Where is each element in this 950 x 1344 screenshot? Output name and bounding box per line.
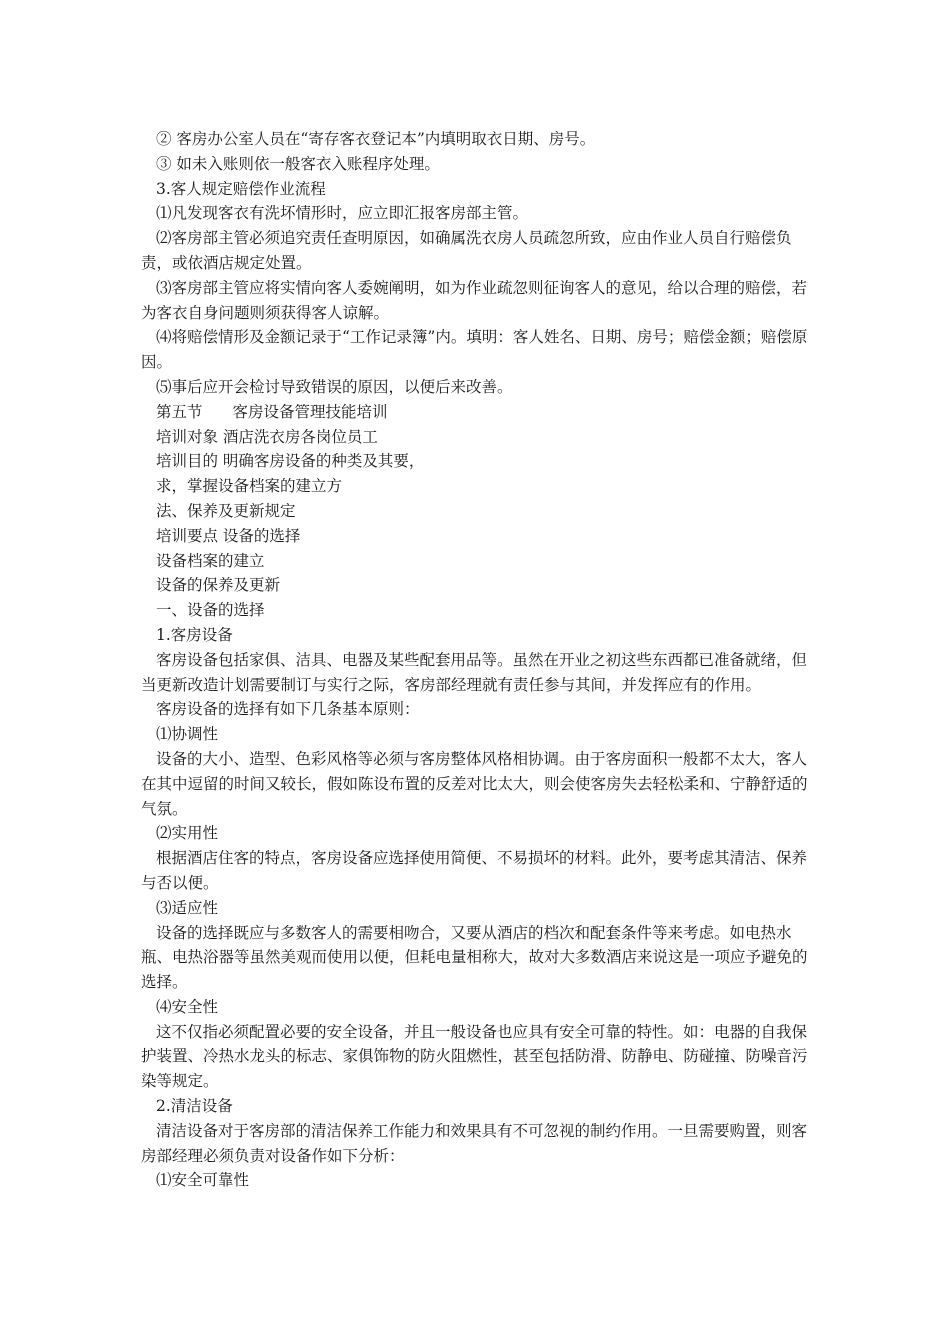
- paragraph: ⑴凡发现客衣有洗坏情形时，应立即汇报客房部主管。: [156, 204, 529, 223]
- paragraph: 法、保养及更新规定: [156, 501, 296, 520]
- section-heading: 3.客人规定赔偿作业流程: [156, 179, 326, 198]
- paragraph: 设备的大小、造型、色彩风格等必须与客房整体风格相协调。由于客房面积一般都不太大，客人在其中逗留的时间又较长，假如陈设布置的反差对比太大，则会使客房失去轻松柔和、宁静舒适的气氛。: [141, 749, 808, 818]
- paragraph: ③ 如未入账则依一般客衣入账程序处理。: [156, 154, 440, 173]
- list-heading: ⑵实用性: [156, 824, 219, 843]
- subsection-heading: 2.清洁设备: [156, 1097, 233, 1116]
- chapter-title: 客房设备管理技能培训: [232, 402, 388, 421]
- chapter-heading: [141, 400, 811, 425]
- list-heading: ⑴协调性: [156, 725, 219, 744]
- paragraph: ⑷将赔偿情形及金额记录于“工作记录簿”内。填明：客人姓名、日期、房号；赔偿金额；赔偿原因。: [141, 328, 808, 372]
- list-heading: ⑴安全可靠性: [156, 1171, 250, 1190]
- paragraph: ⑸事后应开会检讨导致错误的原因，以便后来改善。: [156, 377, 513, 396]
- paragraph: 设备档案的建立: [156, 551, 265, 570]
- chapter-number: 第五节: [156, 402, 203, 421]
- section-heading: 一、设备的选择: [156, 601, 265, 620]
- paragraph: ② 客房办公室人员在“寄存客衣登记本”内填明取衣日期、房号。: [156, 130, 596, 148]
- list-heading: ⑷安全性: [156, 997, 219, 1016]
- paragraph: 培训对象 酒店洗衣房各岗位员工: [156, 427, 378, 446]
- paragraph: 清洁设备对于客房部的清洁保养工作能力和效果具有不可忽视的制约作用。一旦需要购置，则客房部经理必须负责对设备作如下分析：: [141, 1121, 808, 1165]
- paragraph: 设备的保养及更新: [156, 576, 281, 595]
- subsection-heading: 1.客房设备: [156, 625, 233, 644]
- paragraph: 培训要点 设备的选择: [156, 526, 301, 545]
- paragraph: 培训目的 明确客房设备的种类及其要，: [156, 452, 425, 471]
- paragraph: ⑶客房部主管应将实情向客人委婉阐明，如为作业疏忽则征询客人的意见，给以合理的赔偿，若为客衣自身问题则须获得客人谅解。: [141, 278, 808, 322]
- list-heading: ⑶适应性: [156, 898, 219, 917]
- paragraph: 客房设备的选择有如下几条基本原则：: [156, 700, 420, 719]
- paragraph: 设备的选择既应与多数客人的需要相吻合，又要从酒店的档次和配套条件等来考虑。如电热水瓶、电热浴器等虽然美观而使用以便，但耗电量相称大，故对大多数酒店来说这是一项应予避免的选择。: [141, 923, 808, 992]
- paragraph: 这不仅指必须配置必要的安全设备，并且一般设备也应具有安全可靠的特性。如：电器的自我保护装置、冷热水龙头的标志、家俱饰物的防火阻燃性，甚至包括防滑、防静电、防碰撞、防噪音污染等规定。: [141, 1022, 808, 1091]
- paragraph: 求，掌握设备档案的建立方: [156, 477, 343, 496]
- paragraph: 根据酒店住客的特点，客房设备应选择使用简便、不易损坏的材料。此外，要考虑其清洁、保养与否以便。: [141, 849, 808, 892]
- document-body: [141, 127, 811, 1193]
- paragraph: ⑵客房部主管必须追究责任查明原因，如确属洗衣房人员疏忽所致，应由作业人员自行赔偿负责，或依酒店规定处置。: [141, 229, 792, 272]
- paragraph: 客房设备包括家俱、洁具、电器及某些配套用品等。虽然在开业之初这些东西都已准备就绪，但当更新改造计划需要制订与实行之际，客房部经理就有责任参与其间，并发挥应有的作用。: [141, 650, 808, 694]
